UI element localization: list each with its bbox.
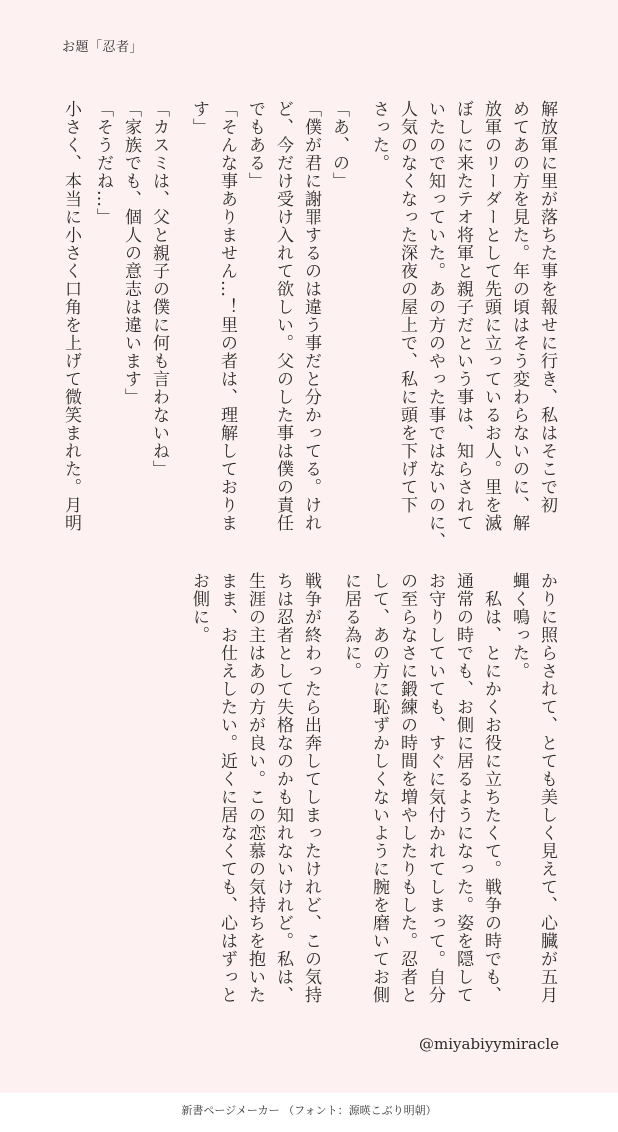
text-column: めてあの方を見た。年の頃はそう変わらないのに、解 xyxy=(509,100,529,532)
author-handle: @miyabiyymiracle xyxy=(419,1035,559,1053)
text-column: 戦争が終わったら出奔してしまったけれど、この気持 xyxy=(301,572,321,1004)
text-column: でもある」 xyxy=(245,100,265,190)
text-column: 放軍のリーダーとして先頭に立っているお人。里を滅 xyxy=(481,100,501,532)
text-column: 人気のなくなった深夜の屋上で、私に頭を下げて下 xyxy=(397,100,417,514)
text-column: お側に。 xyxy=(189,572,209,644)
text-column: 解放軍に里が落ちた事を報せに行き、私はそこで初 xyxy=(537,100,557,514)
text-column: ちは忍者として失格なのかも知れないけれど。私は、 xyxy=(273,572,293,1004)
text-column: ぼしに来たテオ将軍と親子だという事は、知らされて xyxy=(453,100,473,532)
text-column: 「僕が君に謝罪するのは違う事だと分かってる。けれ xyxy=(301,100,321,532)
text-column: かりに照らされて、とても美しく見えて、心臓が五月 xyxy=(537,572,557,1004)
text-column: 通常の時でも、お側に居るようになった。姿を隠して xyxy=(453,572,473,1004)
text-column: 生涯の主はあの方が良い。この恋慕の気持ちを抱いた xyxy=(245,572,265,1004)
text-column: お守りしていても、すぐに気付かれてしまって。自分 xyxy=(425,572,445,1004)
text-column: 私は、とにかくお役に立ちたくて。戦争の時でも、 xyxy=(481,572,501,1004)
text-column: に居る為に。 xyxy=(341,572,361,680)
text-column: の至らなさに鍛練の時間を増やしたりもした。忍者と xyxy=(397,572,417,1004)
text-column: 「カスミは、父と親子の僕に何も言わないね」 xyxy=(149,100,169,478)
text-column: 「あ、の」 xyxy=(329,100,349,190)
text-column: して、あの方に恥ずかしくないように腕を磨いてお側 xyxy=(369,572,389,1004)
text-column: いたので知っていた。あの方のやった事ではないのに、 xyxy=(425,100,445,550)
text-column: 「家族でも、個人の意志は違います」 xyxy=(121,100,141,406)
text-column: 「そんな事ありません…！里の者は、理解しておりま xyxy=(217,100,237,532)
text-column: 「そうだね…」 xyxy=(93,100,113,226)
text-column: 小さく、本当に小さく口角を上げて微笑まれた。月明 xyxy=(61,100,81,532)
footer-credit: 新書ページメーカー （フォント：源暎こぶり明朝） xyxy=(181,1104,437,1117)
text-column: さった。 xyxy=(369,100,389,172)
text-column: まま、お仕えしたい。近くに居なくても、心はずっと xyxy=(217,572,237,1004)
page-title: お題「忍者」 xyxy=(62,40,144,55)
text-column: ど、今だけ受け入れて欲しい。父のした事は僕の責任 xyxy=(273,100,293,532)
text-column: 蝿く鳴った。 xyxy=(509,572,529,680)
text-column: す」 xyxy=(189,100,209,136)
